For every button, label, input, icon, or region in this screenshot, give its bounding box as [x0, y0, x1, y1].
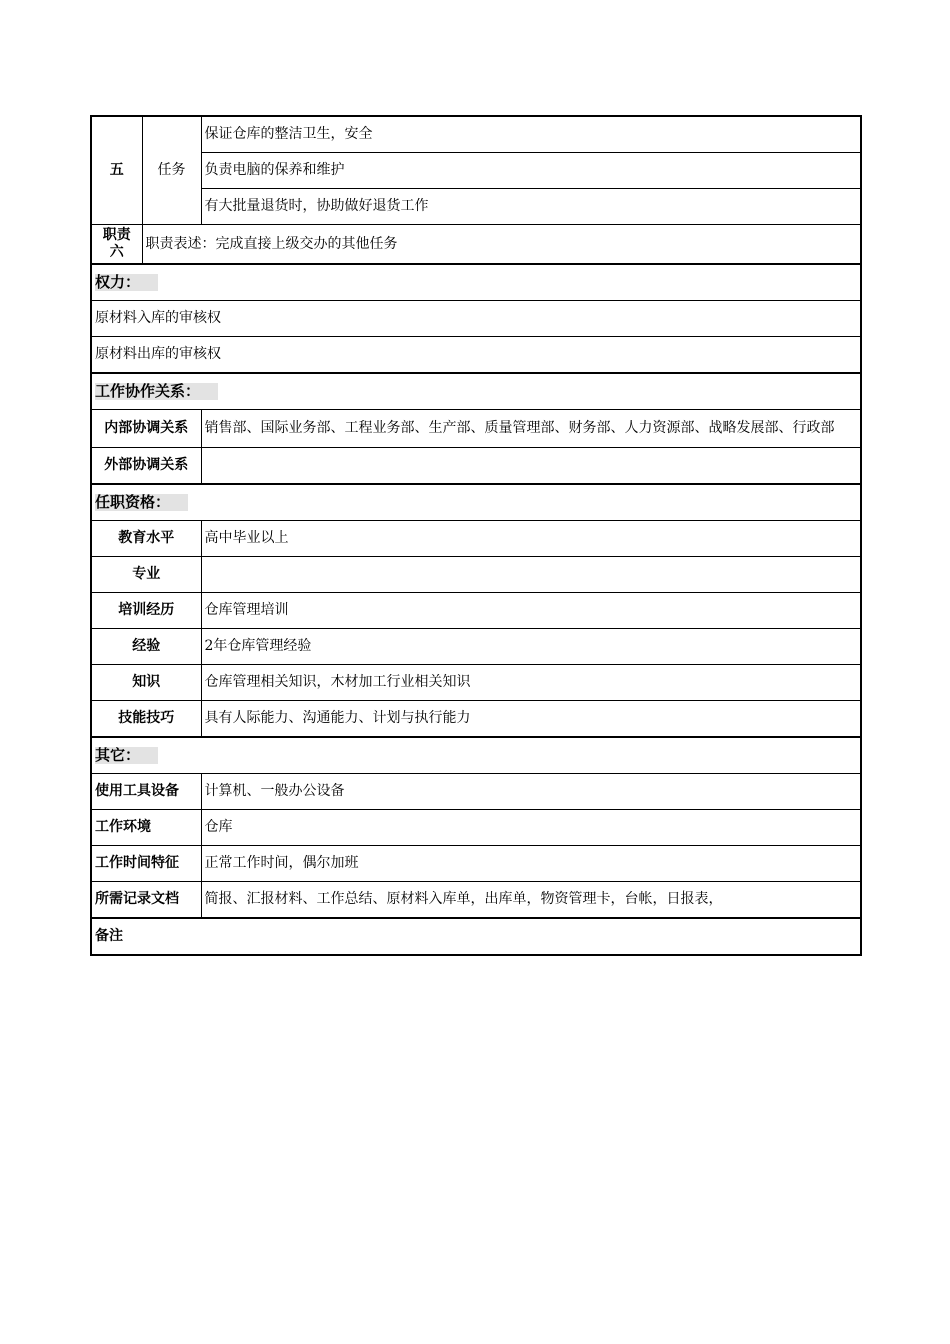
cooperation-header-row [91, 373, 861, 410]
qualification-value: 高中毕业以上 [201, 521, 861, 557]
other-value: 简报、汇报材料、工作总结、原材料入库单，出库单，物资管理卡，台帐，日报表， [201, 882, 861, 919]
qualification-label: 技能技巧 [91, 701, 201, 738]
cooperation-section [91, 373, 861, 410]
other-row [91, 846, 861, 882]
duty-task-item: 保证仓库的整洁卫生，安全 [201, 116, 861, 153]
qualification-value: 2年仓库管理经验 [201, 629, 861, 665]
job-description-sheet [90, 115, 860, 956]
other-row [91, 774, 861, 810]
qualifications-section [91, 484, 861, 521]
other-label: 工作时间特征 [91, 846, 201, 882]
qualifications-title: 任职资格： [95, 494, 188, 511]
duty-task-label: 任务 [142, 116, 201, 225]
job-description-table [90, 115, 862, 956]
qualification-value: 仓库管理相关知识，木材加工行业相关知识 [201, 665, 861, 701]
external-cooperation-row [91, 448, 861, 485]
duty-six-row [91, 225, 861, 265]
other-value: 正常工作时间，偶尔加班 [201, 846, 861, 882]
other-label: 所需记录文档 [91, 882, 201, 919]
other-label: 工作环境 [91, 810, 201, 846]
duty-task-item: 有大批量退货时，协助做好退货工作 [201, 189, 861, 225]
internal-cooperation-value: 销售部、国际业务部、工程业务部、生产部、质量管理部、财务部、人力资源部、战略发展部、行政部 [201, 410, 861, 448]
other-row [91, 810, 861, 846]
remarks-title: 备注 [91, 918, 861, 955]
other-label: 使用工具设备 [91, 774, 201, 810]
qualification-value: 具有人际能力、沟通能力、计划与执行能力 [201, 701, 861, 738]
external-cooperation-value [201, 448, 861, 485]
qualifications-header-row [91, 484, 861, 521]
cooperation-title: 工作协作关系： [95, 383, 218, 400]
qualification-label: 教育水平 [91, 521, 201, 557]
duty-five-row-3 [91, 189, 861, 225]
duty-five-row-1 [91, 116, 861, 153]
qualification-row [91, 593, 861, 629]
other-value: 仓库 [201, 810, 861, 846]
authority-item: 原材料入库的审核权 [91, 301, 861, 337]
duty-number-six: 职责六 [91, 225, 142, 265]
other-title: 其它： [95, 747, 158, 764]
authority-item-row [91, 337, 861, 374]
qualification-row [91, 701, 861, 738]
authority-header-row [91, 264, 861, 301]
duty-task-item: 负责电脑的保养和维护 [201, 153, 861, 189]
duty-five-row-2 [91, 153, 861, 189]
qualification-label: 经验 [91, 629, 201, 665]
qualification-label: 专业 [91, 557, 201, 593]
authority-section [91, 264, 861, 301]
qualification-row [91, 557, 861, 593]
qualification-row [91, 521, 861, 557]
authority-item-row [91, 301, 861, 337]
qualification-label: 知识 [91, 665, 201, 701]
authority-item: 原材料出库的审核权 [91, 337, 861, 374]
other-header-row [91, 737, 861, 774]
external-cooperation-label: 外部协调关系 [91, 448, 201, 485]
qualification-value [201, 557, 861, 593]
authority-title: 权力： [95, 274, 158, 291]
qualification-label: 培训经历 [91, 593, 201, 629]
other-row [91, 882, 861, 919]
qualification-value: 仓库管理培训 [201, 593, 861, 629]
duty-number-five: 五 [91, 116, 142, 225]
qualification-row [91, 629, 861, 665]
qualification-row [91, 665, 861, 701]
other-value: 计算机、一般办公设备 [201, 774, 861, 810]
duty-six-description: 职责表述：完成直接上级交办的其他任务 [142, 225, 861, 265]
remarks-row [91, 918, 861, 955]
internal-cooperation-label: 内部协调关系 [91, 410, 201, 448]
internal-cooperation-row [91, 410, 861, 448]
other-section [91, 737, 861, 774]
